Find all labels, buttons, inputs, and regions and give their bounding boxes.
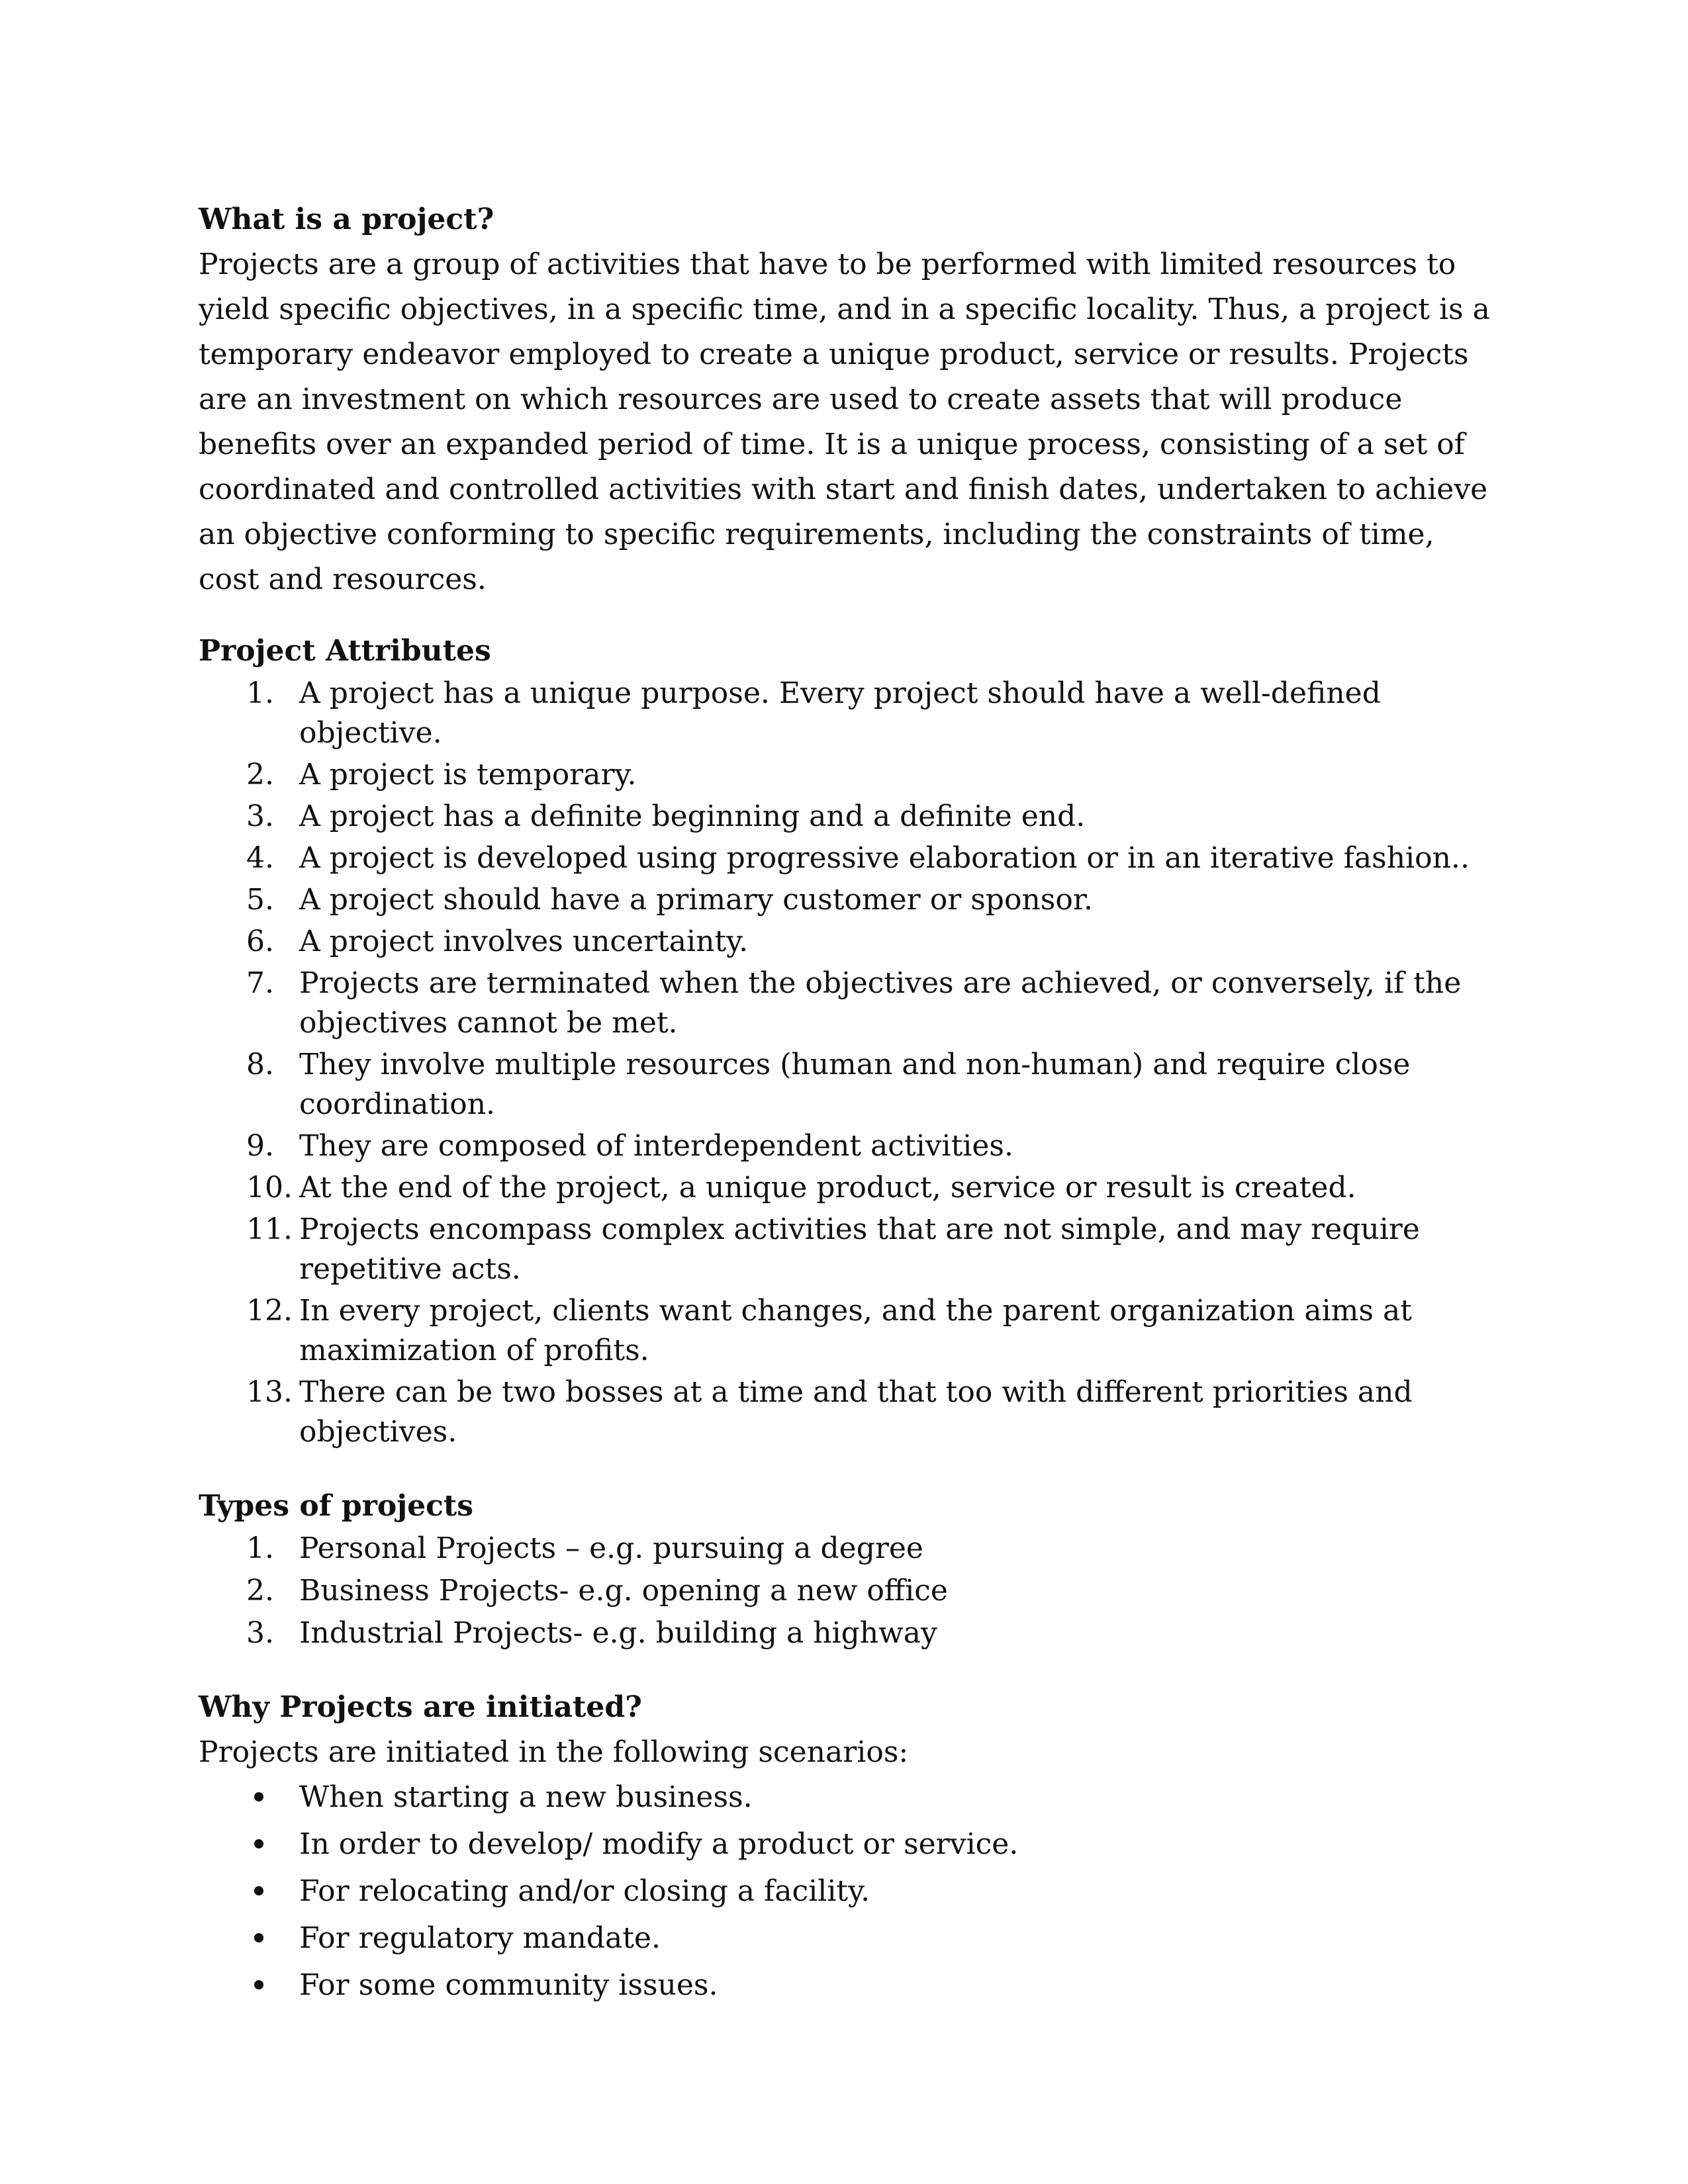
list-item xyxy=(199,880,1496,920)
bullet-icon xyxy=(254,1980,263,1989)
section-what-is-project xyxy=(199,197,1496,602)
list-item xyxy=(199,1291,1496,1371)
bullet-icon xyxy=(254,1792,263,1801)
list-item xyxy=(199,839,1496,878)
list-number: 8. xyxy=(246,1048,274,1081)
list-item xyxy=(199,1963,1496,2008)
list-item xyxy=(199,1168,1496,1208)
list-item-text: Projects are terminated when the objectives are achieved, or conversely, if the objectives cannot be met. xyxy=(299,966,1462,1040)
heading-why-initiated: Why Projects are initiated? xyxy=(199,1690,642,1724)
list-item-text: For relocating and/or closing a facility. xyxy=(299,1874,870,1908)
list-number: 2. xyxy=(246,1574,274,1608)
list-item-text: Projects encompass complex activities that are not simple, and may require repetitive acts. xyxy=(299,1212,1420,1286)
list-item xyxy=(199,922,1496,962)
list-item-text: A project has a unique purpose. Every project should have a well-defined objective. xyxy=(299,676,1381,750)
list-item-text: A project should have a primary customer or sponsor. xyxy=(299,883,1094,917)
list-item-text: Business Projects- e.g. opening a new office xyxy=(299,1574,948,1608)
paragraph-project-definition: Projects are a group of activities that have to be performed with limited resources to yield specific objectives, in a specific time, and in a specific locality. Thus, a project is a temporary endeavor employed to create a unique product, service or results. Projects are an investment on which resources are used to create assets that will produce benefits over an expanded period of time. It is a unique process, consisting of a set of coordinated and controlled activities with start and finish dates, undertaken to achieve an objective conforming to specific requirements, including the constraints of time, cost and resources. xyxy=(199,248,1490,596)
list-item xyxy=(199,964,1496,1043)
list-item-text: At the end of the project, a unique product, service or result is created. xyxy=(299,1171,1356,1205)
list-number: 6. xyxy=(246,925,274,958)
section-why-initiated xyxy=(199,1685,1496,2008)
list-item-text: There can be two bosses at a time and that too with different priorities and objectives. xyxy=(299,1375,1413,1449)
list-item-text: When starting a new business. xyxy=(299,1780,753,1814)
list-item xyxy=(199,1210,1496,1289)
list-item xyxy=(199,674,1496,753)
list-item xyxy=(199,1614,1496,1653)
list-item xyxy=(199,1373,1496,1452)
list-number: 1. xyxy=(246,676,274,710)
list-item xyxy=(199,755,1496,795)
heading-what-is-project: What is a project? xyxy=(199,203,494,236)
list-item-text: For regulatory mandate. xyxy=(299,1921,661,1955)
list-number: 3. xyxy=(246,799,274,833)
list-item-text: A project involves uncertainty. xyxy=(299,925,749,958)
list-number: 7. xyxy=(246,966,274,1000)
list-item-text: For some community issues. xyxy=(299,1968,718,2002)
list-item-text: Personal Projects – e.g. pursuing a degree xyxy=(299,1531,923,1565)
paragraph-initiation-intro: Projects are initiated in the following scenarios: xyxy=(199,1735,909,1769)
list-item xyxy=(199,1126,1496,1166)
list-item xyxy=(199,1869,1496,1914)
bullet-icon xyxy=(254,1839,263,1848)
scenarios-list xyxy=(199,1775,1496,2008)
list-number: 5. xyxy=(246,883,274,917)
document-page xyxy=(199,197,1496,2010)
list-item xyxy=(199,1529,1496,1569)
list-number: 1. xyxy=(246,1531,274,1565)
list-item xyxy=(199,1916,1496,1961)
list-item-text: A project is developed using progressive elaboration or in an iterative fashion.. xyxy=(299,841,1470,875)
list-item xyxy=(199,797,1496,837)
list-item-text: In order to develop/ modify a product or service. xyxy=(299,1827,1019,1861)
list-item-text: Industrial Projects- e.g. building a highway xyxy=(299,1616,937,1650)
list-item-text: A project has a definite beginning and a definite end. xyxy=(299,799,1086,833)
list-item xyxy=(199,1045,1496,1124)
section-project-attributes xyxy=(199,629,1496,1452)
bullet-icon xyxy=(254,1886,263,1895)
list-number: 12. xyxy=(246,1294,293,1328)
list-number: 13. xyxy=(246,1375,293,1409)
list-number: 4. xyxy=(246,841,274,875)
list-item-text: A project is temporary. xyxy=(299,758,637,792)
list-item xyxy=(199,1822,1496,1867)
types-list xyxy=(199,1529,1496,1653)
section-types-of-projects xyxy=(199,1484,1496,1653)
list-number: 10. xyxy=(246,1171,293,1205)
bullet-icon xyxy=(254,1933,263,1942)
list-item-text: In every project, clients want changes, and the parent organization aims at maximization of profits. xyxy=(299,1294,1412,1367)
list-number: 3. xyxy=(246,1616,274,1650)
list-number: 9. xyxy=(246,1129,274,1163)
list-number: 11. xyxy=(246,1212,293,1246)
heading-project-attributes: Project Attributes xyxy=(199,634,491,668)
list-number: 2. xyxy=(246,758,274,792)
attributes-list xyxy=(199,674,1496,1452)
list-item-text: They are composed of interdependent activities. xyxy=(299,1129,1013,1163)
heading-types-of-projects: Types of projects xyxy=(199,1489,474,1523)
list-item xyxy=(199,1775,1496,1820)
list-item-text: They involve multiple resources (human and non-human) and require close coordination. xyxy=(299,1048,1411,1121)
list-item xyxy=(199,1571,1496,1611)
